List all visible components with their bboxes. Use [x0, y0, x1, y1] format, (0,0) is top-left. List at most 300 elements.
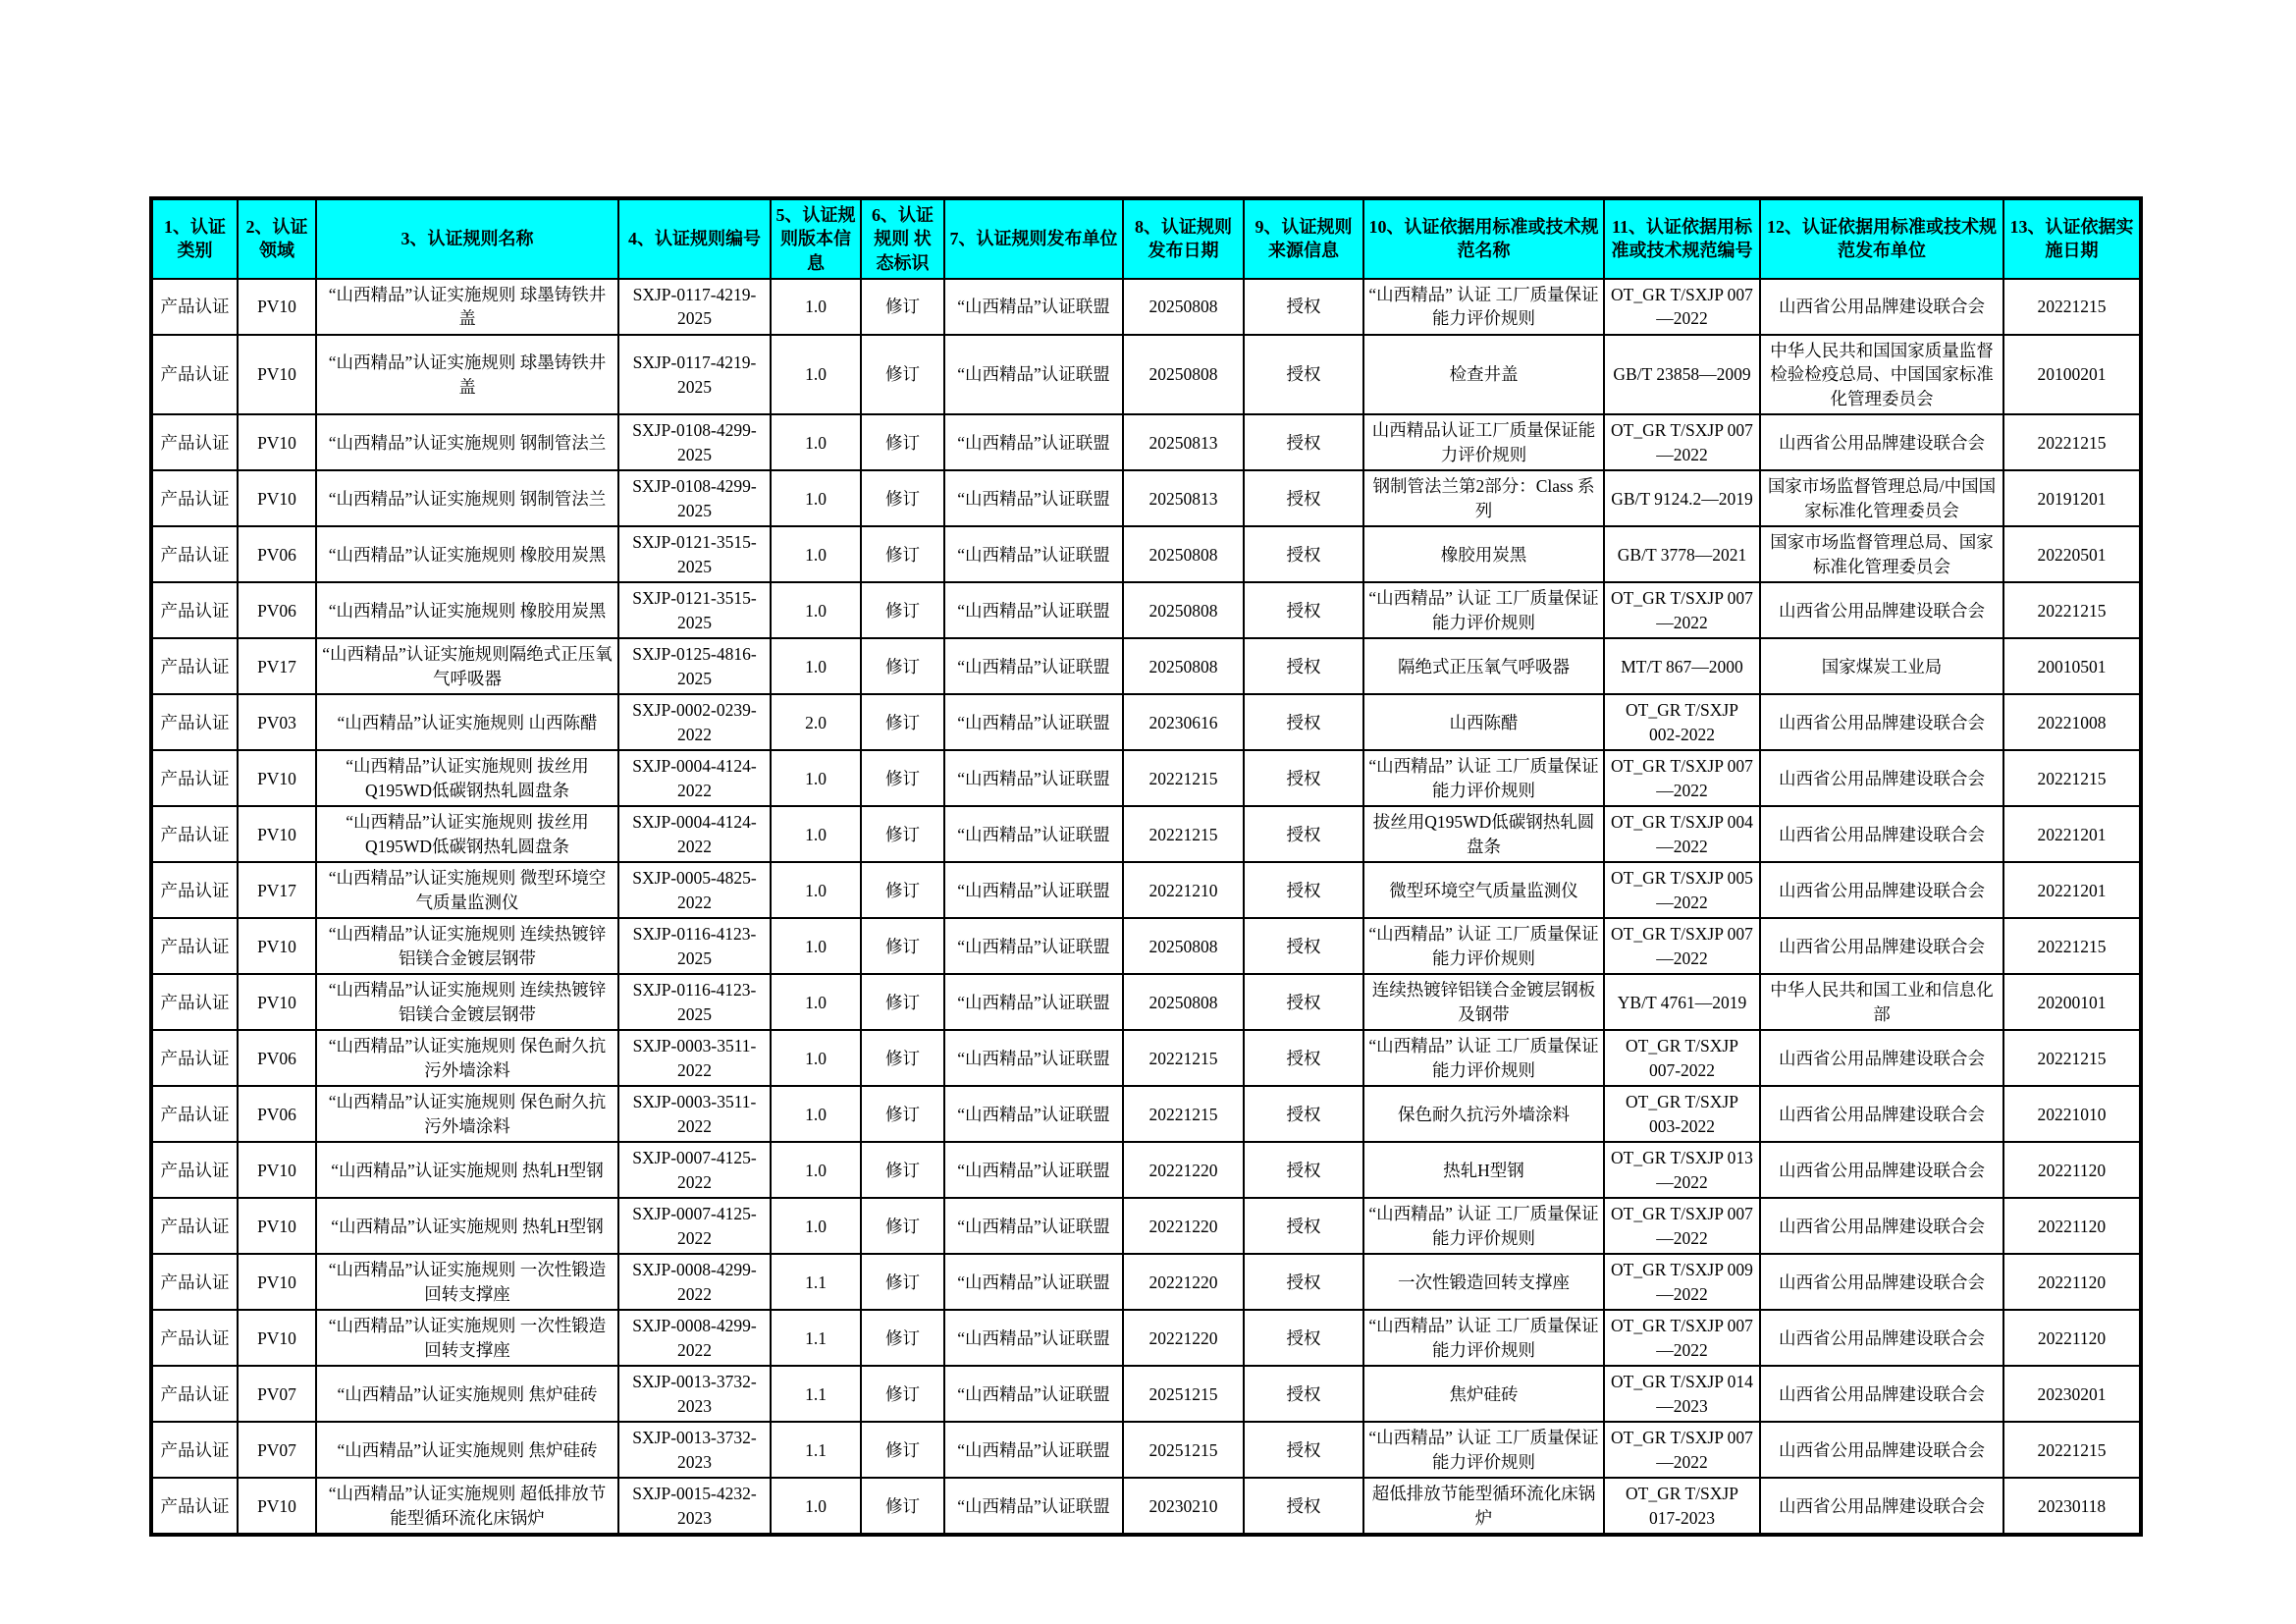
- column-header: 3、认证规则名称: [316, 198, 618, 279]
- table-cell: OT_GR T/SXJP 013—2022: [1604, 1142, 1760, 1198]
- column-header: 12、认证依据用标准或技术规范发布单位: [1760, 198, 2003, 279]
- table-cell: 山西省公用品牌建设联合会: [1760, 279, 2003, 335]
- table-cell: 修订: [861, 750, 944, 806]
- table-cell: 20221220: [1123, 1198, 1244, 1254]
- table-cell: “山西精品”认证实施规则 一次性锻造回转支撑座: [316, 1254, 618, 1310]
- table-cell: 20221215: [1123, 806, 1244, 862]
- table-cell: 山西省公用品牌建设联合会: [1760, 1030, 2003, 1086]
- table-cell: “山西精品”认证实施规则 热轧H型钢: [316, 1142, 618, 1198]
- table-cell: 20250808: [1123, 582, 1244, 638]
- table-cell: PV07: [238, 1422, 316, 1478]
- table-cell: 国家煤炭工业局: [1760, 638, 2003, 694]
- table-cell: 钢制管法兰第2部分：Class 系列: [1363, 470, 1604, 526]
- table-cell: OT_GR T/SXJP 004—2022: [1604, 806, 1760, 862]
- table-cell: 山西省公用品牌建设联合会: [1760, 1142, 2003, 1198]
- table-cell: 1.0: [771, 1142, 861, 1198]
- table-cell: “山西精品”认证实施规则 连续热镀锌铝镁合金镀层钢带: [316, 974, 618, 1030]
- table-cell: “山西精品”认证实施规则 球墨铸铁井盖: [316, 279, 618, 335]
- table-cell: 产品认证: [151, 414, 238, 470]
- table-cell: 授权: [1244, 1366, 1363, 1422]
- table-row: [151, 750, 2141, 806]
- table-cell: 国家市场监督管理总局、国家标准化管理委员会: [1760, 526, 2003, 582]
- table-cell: 山西省公用品牌建设联合会: [1760, 806, 2003, 862]
- table-cell: OT_GR T/SXJP 007—2022: [1604, 582, 1760, 638]
- table-cell: 连续热镀锌铝镁合金镀层钢板及钢带: [1363, 974, 1604, 1030]
- table-cell: “山西精品”认证联盟: [944, 918, 1123, 974]
- table-cell: MT/T 867—2000: [1604, 638, 1760, 694]
- table-cell: SXJP-0013-3732-2023: [618, 1366, 771, 1422]
- table-cell: OT_GR T/SXJP 007—2022: [1604, 750, 1760, 806]
- table-cell: “山西精品”认证实施规则 超低排放节能型循环流化床锅炉: [316, 1478, 618, 1535]
- table-cell: 20221201: [2003, 862, 2141, 918]
- table-cell: “山西精品” 认证 工厂质量保证能力评价规则: [1363, 1198, 1604, 1254]
- table-cell: 产品认证: [151, 526, 238, 582]
- table-cell: 产品认证: [151, 582, 238, 638]
- table-cell: “山西精品”认证联盟: [944, 1030, 1123, 1086]
- table-cell: 授权: [1244, 1310, 1363, 1366]
- table-cell: PV10: [238, 1198, 316, 1254]
- table-cell: 山西省公用品牌建设联合会: [1760, 1310, 2003, 1366]
- table-cell: 产品认证: [151, 1366, 238, 1422]
- table-cell: 20251215: [1123, 1422, 1244, 1478]
- table-row: [151, 279, 2141, 335]
- table-cell: 修订: [861, 279, 944, 335]
- table-cell: SXJP-0121-3515-2025: [618, 582, 771, 638]
- table-row: [151, 1086, 2141, 1142]
- table-cell: 20250808: [1123, 638, 1244, 694]
- table-cell: 20250808: [1123, 279, 1244, 335]
- table-cell: YB/T 4761—2019: [1604, 974, 1760, 1030]
- table-cell: 1.0: [771, 918, 861, 974]
- table-cell: “山西精品” 认证 工厂质量保证能力评价规则: [1363, 279, 1604, 335]
- table-cell: 产品认证: [151, 918, 238, 974]
- table-cell: 产品认证: [151, 335, 238, 415]
- table-cell: 修订: [861, 582, 944, 638]
- table-cell: “山西精品”认证实施规则 焦炉硅砖: [316, 1422, 618, 1478]
- table-cell: “山西精品”认证实施规则 焦炉硅砖: [316, 1366, 618, 1422]
- table-cell: SXJP-0117-4219-2025: [618, 335, 771, 415]
- table-cell: 产品认证: [151, 1086, 238, 1142]
- table-cell: 1.0: [771, 1198, 861, 1254]
- table-cell: SXJP-0125-4816-2025: [618, 638, 771, 694]
- table-cell: PV06: [238, 526, 316, 582]
- table-cell: “山西精品”认证联盟: [944, 1142, 1123, 1198]
- table-cell: 1.0: [771, 638, 861, 694]
- table-cell: 授权: [1244, 694, 1363, 750]
- table-cell: 20250808: [1123, 335, 1244, 415]
- table-cell: 修订: [861, 1198, 944, 1254]
- table-cell: “山西精品”认证实施规则 钢制管法兰: [316, 470, 618, 526]
- table-cell: OT_GR T/SXJP 007—2022: [1604, 279, 1760, 335]
- table-cell: 产品认证: [151, 694, 238, 750]
- table-cell: 山西省公用品牌建设联合会: [1760, 694, 2003, 750]
- table-cell: “山西精品”认证联盟: [944, 974, 1123, 1030]
- table-cell: 20010501: [2003, 638, 2141, 694]
- table-cell: GB/T 3778—2021: [1604, 526, 1760, 582]
- table-cell: PV10: [238, 470, 316, 526]
- table-cell: 拔丝用Q195WD低碳钢热轧圆盘条: [1363, 806, 1604, 862]
- table-cell: 20250808: [1123, 526, 1244, 582]
- table-cell: 修订: [861, 1254, 944, 1310]
- table-cell: 1.0: [771, 582, 861, 638]
- table-cell: PV06: [238, 582, 316, 638]
- table-cell: “山西精品”认证联盟: [944, 279, 1123, 335]
- table-cell: 20200101: [2003, 974, 2141, 1030]
- table-cell: “山西精品”认证实施规则隔绝式正压氧气呼吸器: [316, 638, 618, 694]
- table-row: [151, 414, 2141, 470]
- table-cell: 授权: [1244, 1254, 1363, 1310]
- table-cell: 山西省公用品牌建设联合会: [1760, 1422, 2003, 1478]
- table-cell: 产品认证: [151, 1254, 238, 1310]
- table-cell: 1.0: [771, 862, 861, 918]
- table-cell: 修订: [861, 862, 944, 918]
- table-cell: SXJP-0116-4123-2025: [618, 918, 771, 974]
- table-cell: PV10: [238, 750, 316, 806]
- table-cell: 山西省公用品牌建设联合会: [1760, 1366, 2003, 1422]
- table-cell: 1.0: [771, 750, 861, 806]
- table-cell: “山西精品”认证实施规则 橡胶用炭黑: [316, 582, 618, 638]
- table-cell: “山西精品”认证实施规则 钢制管法兰: [316, 414, 618, 470]
- table-cell: 产品认证: [151, 1310, 238, 1366]
- table-cell: “山西精品”认证联盟: [944, 1422, 1123, 1478]
- table-cell: OT_GR T/SXJP 005—2022: [1604, 862, 1760, 918]
- table-cell: 授权: [1244, 638, 1363, 694]
- table-cell: 一次性锻造回转支撑座: [1363, 1254, 1604, 1310]
- table-cell: SXJP-0008-4299-2022: [618, 1310, 771, 1366]
- table-cell: 20221120: [2003, 1198, 2141, 1254]
- table-cell: “山西精品”认证联盟: [944, 1366, 1123, 1422]
- header-row: [151, 198, 2141, 279]
- table-cell: 授权: [1244, 335, 1363, 415]
- table-cell: 检查井盖: [1363, 335, 1604, 415]
- table-cell: PV17: [238, 638, 316, 694]
- table-cell: “山西精品” 认证 工厂质量保证能力评价规则: [1363, 1310, 1604, 1366]
- table-cell: 20221215: [2003, 582, 2141, 638]
- table-cell: 修订: [861, 470, 944, 526]
- table-cell: OT_GR T/SXJP 003-2022: [1604, 1086, 1760, 1142]
- table-cell: PV10: [238, 1310, 316, 1366]
- table-cell: 修订: [861, 1310, 944, 1366]
- table-cell: OT_GR T/SXJP 014—2023: [1604, 1366, 1760, 1422]
- table-cell: 1.1: [771, 1422, 861, 1478]
- table-cell: “山西精品”认证联盟: [944, 1254, 1123, 1310]
- table-row: [151, 638, 2141, 694]
- table-cell: “山西精品”认证实施规则 球墨铸铁井盖: [316, 335, 618, 415]
- table-cell: 修订: [861, 918, 944, 974]
- table-cell: SXJP-0003-3511-2022: [618, 1030, 771, 1086]
- table-cell: 1.1: [771, 1310, 861, 1366]
- table-cell: 修订: [861, 1030, 944, 1086]
- certification-rules-sheet: [149, 196, 2139, 1537]
- table-cell: 山西陈醋: [1363, 694, 1604, 750]
- table-cell: 山西省公用品牌建设联合会: [1760, 1198, 2003, 1254]
- table-cell: 20230201: [2003, 1366, 2141, 1422]
- table-cell: SXJP-0013-3732-2023: [618, 1422, 771, 1478]
- table-cell: 20221215: [2003, 414, 2141, 470]
- table-cell: PV10: [238, 1254, 316, 1310]
- table-cell: 20230616: [1123, 694, 1244, 750]
- table-cell: PV10: [238, 279, 316, 335]
- table-cell: 授权: [1244, 974, 1363, 1030]
- table-cell: 授权: [1244, 1030, 1363, 1086]
- table-cell: 产品认证: [151, 1142, 238, 1198]
- table-cell: “山西精品” 认证 工厂质量保证能力评价规则: [1363, 582, 1604, 638]
- table-cell: “山西精品”认证联盟: [944, 414, 1123, 470]
- table-body: [151, 279, 2141, 1536]
- table-cell: 授权: [1244, 1478, 1363, 1535]
- table-row: [151, 1030, 2141, 1086]
- column-header: 1、认证类别: [151, 198, 238, 279]
- column-header: 9、认证规则来源信息: [1244, 198, 1363, 279]
- table-cell: 中华人民共和国国家质量监督检验检疫总局、中国国家标准化管理委员会: [1760, 335, 2003, 415]
- table-cell: 产品认证: [151, 974, 238, 1030]
- table-cell: PV10: [238, 806, 316, 862]
- table-cell: “山西精品”认证联盟: [944, 862, 1123, 918]
- table-row: [151, 1366, 2141, 1422]
- table-cell: 授权: [1244, 582, 1363, 638]
- table-cell: SXJP-0108-4299-2025: [618, 470, 771, 526]
- table-cell: 20250813: [1123, 470, 1244, 526]
- table-cell: 修订: [861, 414, 944, 470]
- table-cell: 1.0: [771, 1086, 861, 1142]
- column-header: 7、认证规则发布单位: [944, 198, 1123, 279]
- table-cell: 修订: [861, 1422, 944, 1478]
- table-cell: 20221120: [2003, 1254, 2141, 1310]
- table-cell: 超低排放节能型循环流化床锅炉: [1363, 1478, 1604, 1535]
- table-row: [151, 918, 2141, 974]
- table-cell: 20221220: [1123, 1254, 1244, 1310]
- table-cell: 授权: [1244, 279, 1363, 335]
- table-cell: “山西精品”认证联盟: [944, 750, 1123, 806]
- table-row: [151, 862, 2141, 918]
- table-cell: 授权: [1244, 1422, 1363, 1478]
- table-cell: 20250808: [1123, 918, 1244, 974]
- table-cell: GB/T 23858—2009: [1604, 335, 1760, 415]
- table-cell: “山西精品”认证实施规则 拔丝用Q195WD低碳钢热轧圆盘条: [316, 750, 618, 806]
- table-cell: 2.0: [771, 694, 861, 750]
- table-cell: 20221120: [2003, 1142, 2141, 1198]
- table-cell: “山西精品”认证联盟: [944, 1310, 1123, 1366]
- table-cell: 产品认证: [151, 279, 238, 335]
- table-cell: PV17: [238, 862, 316, 918]
- table-cell: “山西精品”认证联盟: [944, 526, 1123, 582]
- table-cell: 20220501: [2003, 526, 2141, 582]
- column-header: 6、认证规则 状态标识: [861, 198, 944, 279]
- table-cell: 橡胶用炭黑: [1363, 526, 1604, 582]
- table-cell: 1.0: [771, 279, 861, 335]
- table-cell: PV10: [238, 1142, 316, 1198]
- table-cell: 山西精品认证工厂质量保证能力评价规则: [1363, 414, 1604, 470]
- table-cell: “山西精品”认证联盟: [944, 335, 1123, 415]
- table-cell: OT_GR T/SXJP 007—2022: [1604, 1422, 1760, 1478]
- table-cell: 修订: [861, 1086, 944, 1142]
- table-cell: 授权: [1244, 806, 1363, 862]
- table-row: [151, 1198, 2141, 1254]
- table-cell: 20221010: [2003, 1086, 2141, 1142]
- table-cell: “山西精品”认证联盟: [944, 1086, 1123, 1142]
- table-cell: OT_GR T/SXJP 007-2022: [1604, 1030, 1760, 1086]
- table-cell: 20221215: [1123, 750, 1244, 806]
- table-cell: 山西省公用品牌建设联合会: [1760, 1254, 2003, 1310]
- table-cell: 20221215: [2003, 279, 2141, 335]
- table-cell: “山西精品” 认证 工厂质量保证能力评价规则: [1363, 918, 1604, 974]
- table-cell: 1.0: [771, 1478, 861, 1535]
- table-cell: “山西精品”认证联盟: [944, 694, 1123, 750]
- table-cell: 隔绝式正压氧气呼吸器: [1363, 638, 1604, 694]
- table-cell: 修订: [861, 1142, 944, 1198]
- table-cell: “山西精品”认证联盟: [944, 1198, 1123, 1254]
- table-cell: 20221215: [1123, 1086, 1244, 1142]
- table-cell: 授权: [1244, 1086, 1363, 1142]
- table-cell: SXJP-0002-0239-2022: [618, 694, 771, 750]
- column-header: 10、认证依据用标准或技术规范名称: [1363, 198, 1604, 279]
- table-cell: 1.0: [771, 974, 861, 1030]
- column-header: 11、认证依据用标准或技术规范编号: [1604, 198, 1760, 279]
- table-cell: 20221220: [1123, 1310, 1244, 1366]
- table-row: [151, 806, 2141, 862]
- table-cell: 修订: [861, 638, 944, 694]
- column-header: 2、认证领域: [238, 198, 316, 279]
- table-cell: PV10: [238, 974, 316, 1030]
- table-cell: 授权: [1244, 1198, 1363, 1254]
- table-cell: SXJP-0008-4299-2022: [618, 1254, 771, 1310]
- table-cell: 20221210: [1123, 862, 1244, 918]
- table-cell: 20230118: [2003, 1478, 2141, 1535]
- table-cell: 20221215: [1123, 1030, 1244, 1086]
- table-cell: “山西精品”认证实施规则 拔丝用Q195WD低碳钢热轧圆盘条: [316, 806, 618, 862]
- table-cell: 修订: [861, 806, 944, 862]
- table-cell: 授权: [1244, 1142, 1363, 1198]
- column-header: 13、认证依据实施日期: [2003, 198, 2141, 279]
- table-cell: 1.0: [771, 806, 861, 862]
- table-cell: 20221120: [2003, 1310, 2141, 1366]
- table-cell: OT_GR T/SXJP 007—2022: [1604, 1310, 1760, 1366]
- table-cell: 保色耐久抗污外墙涂料: [1363, 1086, 1604, 1142]
- table-cell: 修订: [861, 694, 944, 750]
- column-header: 4、认证规则编号: [618, 198, 771, 279]
- table-row: [151, 1478, 2141, 1535]
- table-cell: 20100201: [2003, 335, 2141, 415]
- table-cell: 20221008: [2003, 694, 2141, 750]
- table-cell: “山西精品”认证联盟: [944, 638, 1123, 694]
- table-cell: OT_GR T/SXJP 007—2022: [1604, 1198, 1760, 1254]
- table-cell: 山西省公用品牌建设联合会: [1760, 862, 2003, 918]
- table-cell: PV03: [238, 694, 316, 750]
- certification-rules-table: [149, 196, 2143, 1537]
- table-cell: 山西省公用品牌建设联合会: [1760, 750, 2003, 806]
- table-cell: 中华人民共和国工业和信息化部: [1760, 974, 2003, 1030]
- table-cell: PV10: [238, 414, 316, 470]
- table-row: [151, 974, 2141, 1030]
- table-row: [151, 526, 2141, 582]
- table-cell: 产品认证: [151, 1030, 238, 1086]
- table-cell: PV10: [238, 335, 316, 415]
- table-cell: 20221201: [2003, 806, 2141, 862]
- table-cell: 产品认证: [151, 638, 238, 694]
- table-cell: 20221215: [2003, 918, 2141, 974]
- table-cell: “山西精品”认证实施规则 橡胶用炭黑: [316, 526, 618, 582]
- table-cell: SXJP-0121-3515-2025: [618, 526, 771, 582]
- table-cell: SXJP-0004-4124-2022: [618, 750, 771, 806]
- table-cell: 授权: [1244, 470, 1363, 526]
- column-header: 5、认证规则版本信息: [771, 198, 861, 279]
- table-cell: “山西精品”认证实施规则 一次性锻造回转支撑座: [316, 1310, 618, 1366]
- table-cell: 1.1: [771, 1366, 861, 1422]
- table-cell: “山西精品”认证实施规则 保色耐久抗污外墙涂料: [316, 1086, 618, 1142]
- table-cell: 授权: [1244, 526, 1363, 582]
- table-cell: 20191201: [2003, 470, 2141, 526]
- table-cell: 1.1: [771, 1254, 861, 1310]
- table-cell: 产品认证: [151, 806, 238, 862]
- table-cell: “山西精品”认证联盟: [944, 806, 1123, 862]
- table-cell: PV10: [238, 1478, 316, 1535]
- table-cell: OT_GR T/SXJP 017-2023: [1604, 1478, 1760, 1535]
- table-cell: “山西精品”认证实施规则 山西陈醋: [316, 694, 618, 750]
- table-cell: 产品认证: [151, 750, 238, 806]
- table-cell: 山西省公用品牌建设联合会: [1760, 414, 2003, 470]
- table-cell: 1.0: [771, 1030, 861, 1086]
- table-cell: SXJP-0108-4299-2025: [618, 414, 771, 470]
- table-cell: 微型环境空气质量监测仪: [1363, 862, 1604, 918]
- table-cell: GB/T 9124.2—2019: [1604, 470, 1760, 526]
- table-cell: OT_GR T/SXJP 009—2022: [1604, 1254, 1760, 1310]
- table-row: [151, 1142, 2141, 1198]
- table-cell: 热轧H型钢: [1363, 1142, 1604, 1198]
- table-cell: 1.0: [771, 414, 861, 470]
- table-cell: 修订: [861, 526, 944, 582]
- table-cell: “山西精品” 认证 工厂质量保证能力评价规则: [1363, 1422, 1604, 1478]
- column-header: 8、认证规则发布日期: [1123, 198, 1244, 279]
- table-cell: PV10: [238, 918, 316, 974]
- table-row: [151, 1310, 2141, 1366]
- table-cell: 修订: [861, 1478, 944, 1535]
- table-cell: 修订: [861, 974, 944, 1030]
- table-cell: 授权: [1244, 750, 1363, 806]
- table-cell: OT_GR T/SXJP 002-2022: [1604, 694, 1760, 750]
- table-cell: 焦炉硅砖: [1363, 1366, 1604, 1422]
- table-cell: 20221215: [2003, 1030, 2141, 1086]
- table-cell: 产品认证: [151, 862, 238, 918]
- table-cell: SXJP-0007-4125-2022: [618, 1198, 771, 1254]
- table-cell: 国家市场监督管理总局/中国国家标准化管理委员会: [1760, 470, 2003, 526]
- table-cell: 授权: [1244, 414, 1363, 470]
- table-cell: 20250808: [1123, 974, 1244, 1030]
- table-cell: SXJP-0004-4124-2022: [618, 806, 771, 862]
- table-cell: “山西精品”认证联盟: [944, 470, 1123, 526]
- table-row: [151, 1422, 2141, 1478]
- table-cell: 产品认证: [151, 1198, 238, 1254]
- table-cell: 20221215: [2003, 1422, 2141, 1478]
- table-row: [151, 694, 2141, 750]
- table-cell: 山西省公用品牌建设联合会: [1760, 918, 2003, 974]
- table-cell: 山西省公用品牌建设联合会: [1760, 1086, 2003, 1142]
- table-cell: SXJP-0005-4825-2022: [618, 862, 771, 918]
- table-cell: “山西精品” 认证 工厂质量保证能力评价规则: [1363, 750, 1604, 806]
- table-cell: “山西精品”认证实施规则 连续热镀锌铝镁合金镀层钢带: [316, 918, 618, 974]
- table-cell: 授权: [1244, 918, 1363, 974]
- table-cell: “山西精品”认证联盟: [944, 582, 1123, 638]
- table-cell: OT_GR T/SXJP 007—2022: [1604, 918, 1760, 974]
- table-cell: “山西精品”认证联盟: [944, 1478, 1123, 1535]
- table-cell: SXJP-0007-4125-2022: [618, 1142, 771, 1198]
- table-cell: “山西精品”认证实施规则 热轧H型钢: [316, 1198, 618, 1254]
- table-cell: 1.0: [771, 335, 861, 415]
- table-cell: 产品认证: [151, 1478, 238, 1535]
- table-cell: SXJP-0117-4219-2025: [618, 279, 771, 335]
- table-cell: 20221220: [1123, 1142, 1244, 1198]
- table-cell: 1.0: [771, 470, 861, 526]
- table-cell: 1.0: [771, 526, 861, 582]
